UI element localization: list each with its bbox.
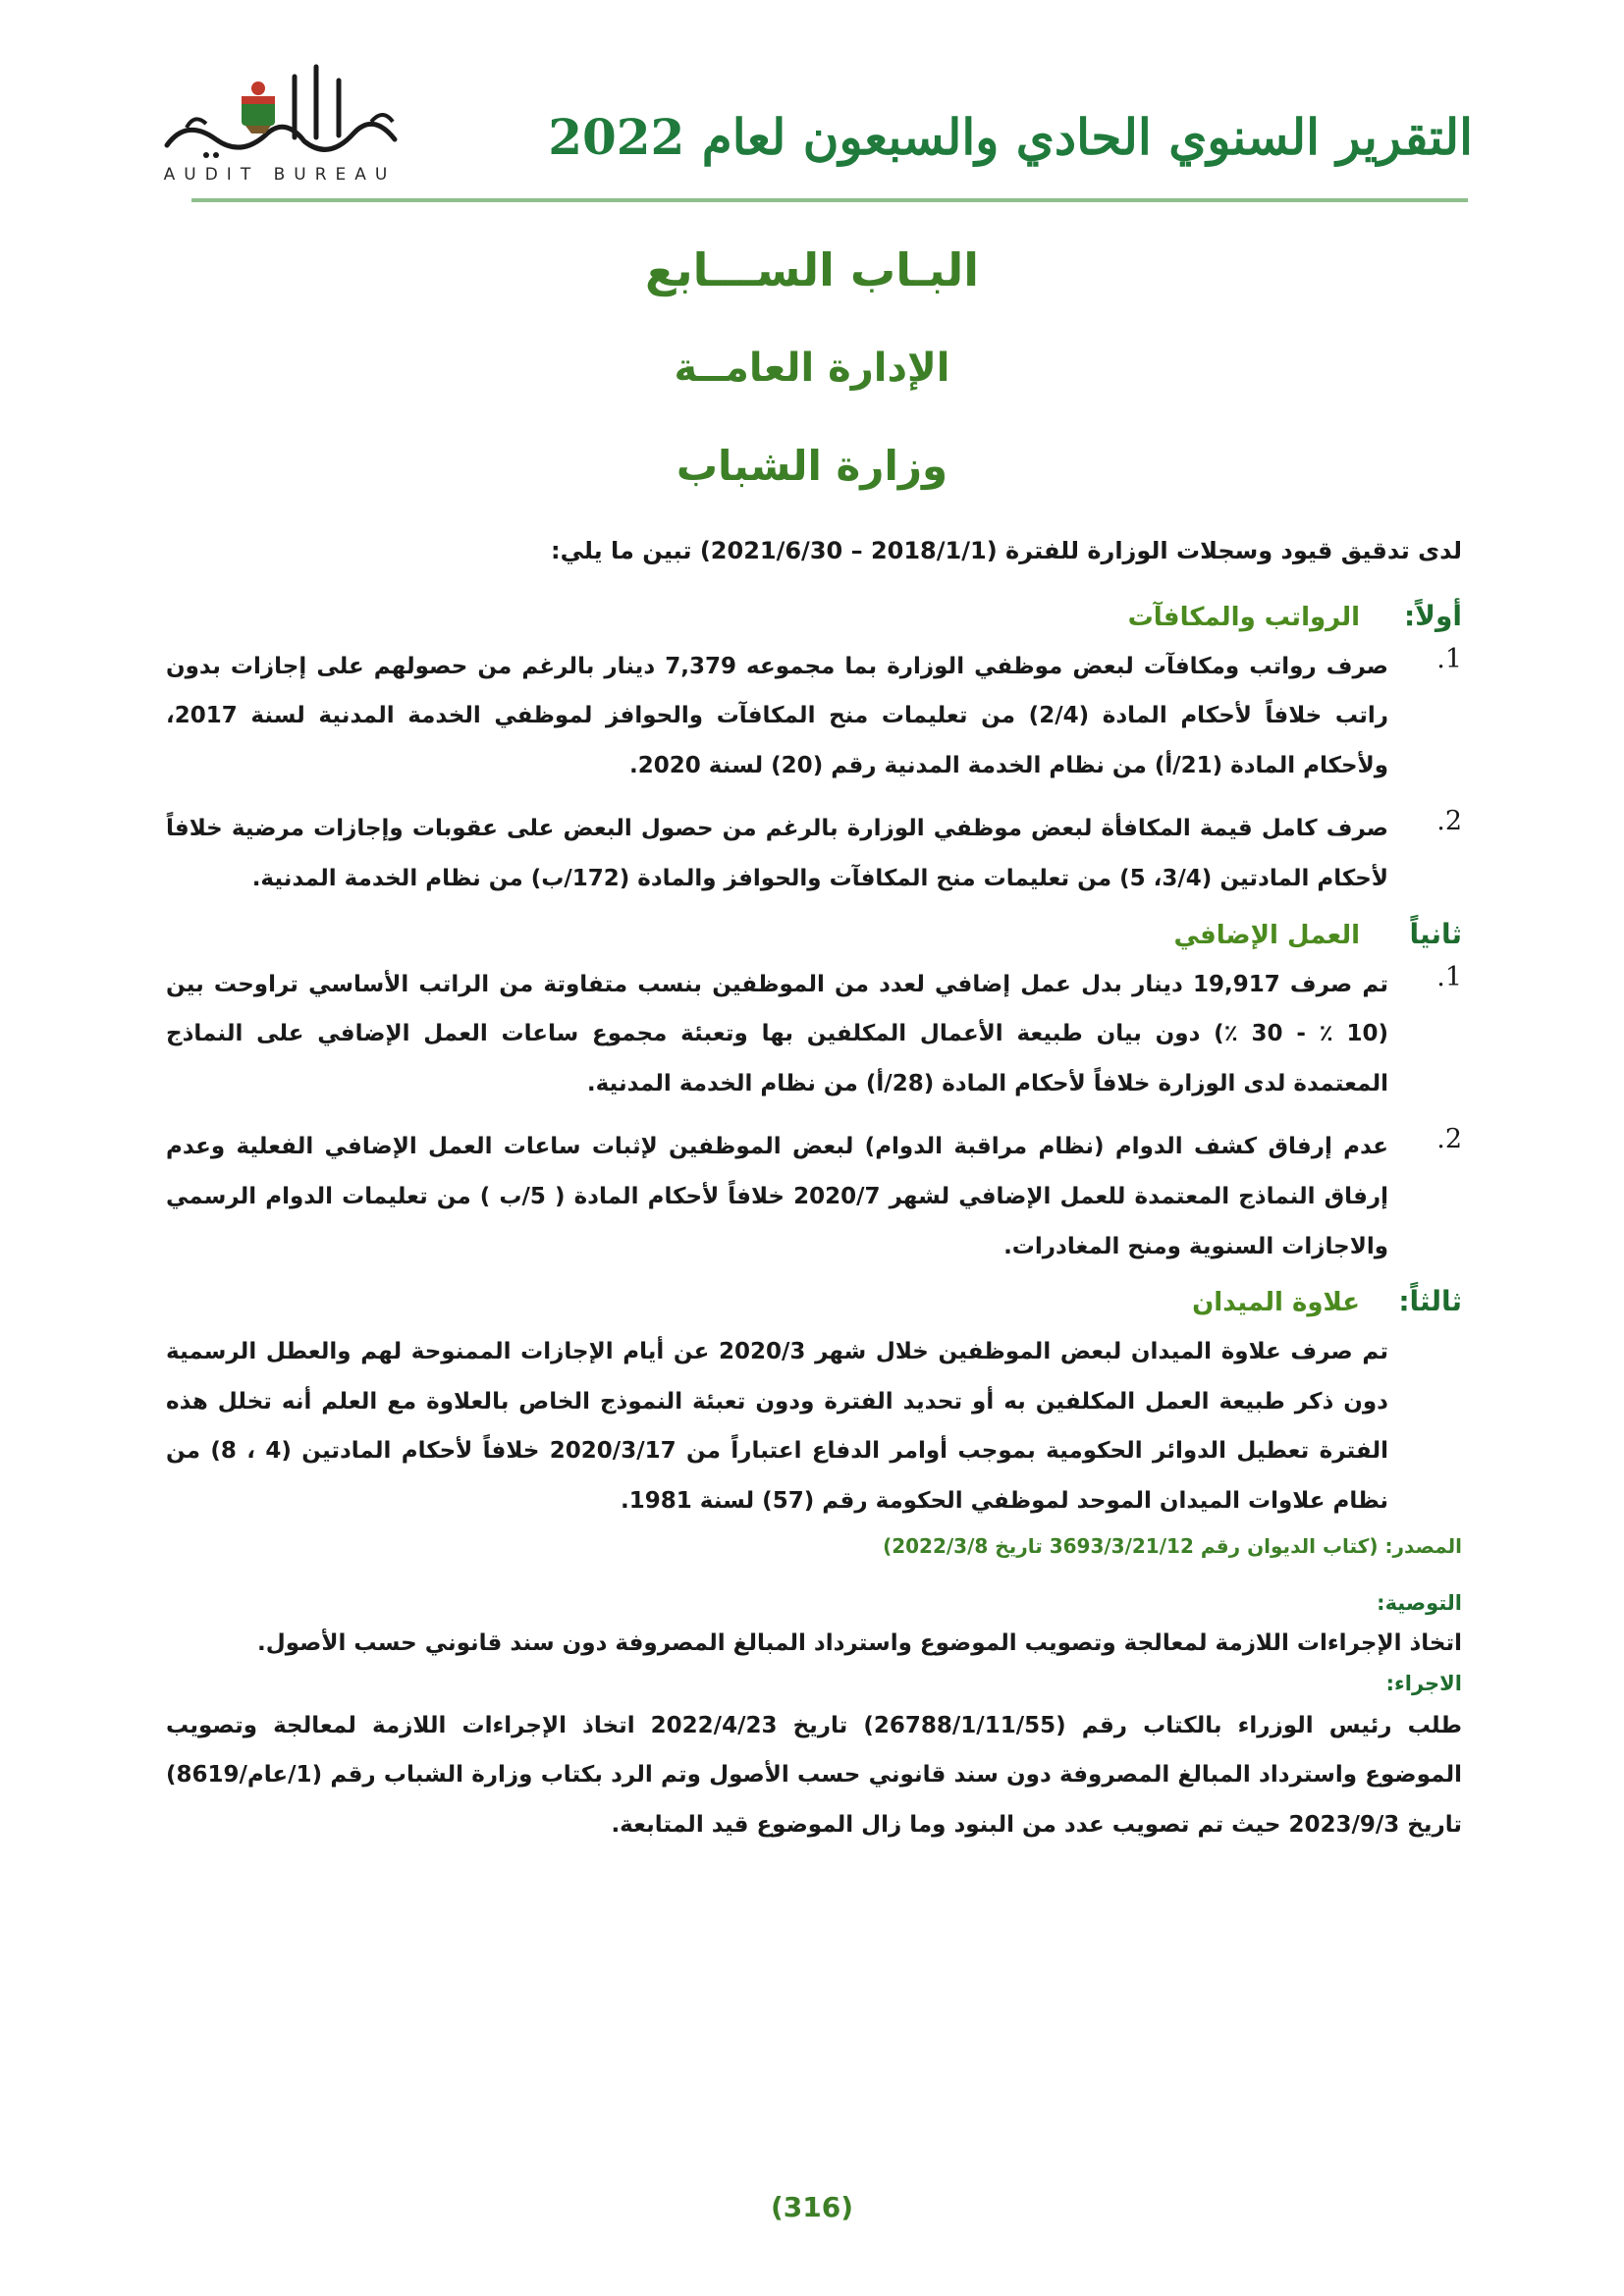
item-text: صرف رواتب ومكافآت لبعض موظفي الوزارة بما مجموعه 7,379 دينار بالرغم من حصولهم على إجازات بدون راتب خلافاً لأحكام المادة (2/4) من تعليمات منح المكافآت والحوافز لموظفي الخدمة المدنية لسنة 2017، ولأحكام المادة (21/أ) من نظام الخدمة المدنية رقم (20) لسنة 2020. — [166, 653, 1388, 778]
page-number: (316) — [770, 2191, 854, 2223]
procedure-label: الاجراء: — [1385, 1671, 1462, 1695]
list-item — [166, 960, 1462, 1109]
logo-emblem-icon — [147, 59, 412, 167]
item-number: 2. — [1436, 1124, 1462, 1155]
intro-paragraph: لدى تدقيق قيود وسجلات الوزارة للفترة (2018/1/1 – 2021/6/30) تبين ما يلي: — [551, 537, 1462, 564]
chapter-title: البـاب الســـابع — [644, 243, 980, 296]
item-number: 1. — [1436, 643, 1462, 674]
ministry-title: وزارة الشباب — [676, 442, 948, 490]
section-heading-overtime — [166, 918, 1462, 950]
section-label: علاوة الميدان — [1192, 1288, 1360, 1318]
list-item — [166, 642, 1462, 791]
recommendation-text: اتخاذ الإجراءات اللازمة لمعالجة وتصويب الموضوع واسترداد المبالغ المصروفة دون سند قانوني حسب الأصول. — [257, 1629, 1462, 1656]
section-number: أولاً: — [1403, 599, 1462, 632]
list-item — [166, 1122, 1462, 1271]
section-heading-field-allowance — [166, 1285, 1462, 1317]
field-allowance-paragraph: تم صرف علاوة الميدان لبعض الموظفين خلال شهر 2020/3 عن أيام الإجازات الممنوحة لهم والعطل الرسمية دون ذكر طبيعة العمل المكلفين به أو تحديد الفترة ودون تعبئة النموذج الخاص بالعلاوة مع العلم أنه تخلل هذه الفترة تعطيل الدوائر الحكومية بموجب أوامر الدفاع اعتباراً من 2020/3/17 خلافاً لأحكام المادتين (4 ، 8) من نظام علاوات الميدان الموحد لموظفي الحكومة رقم (57) لسنة 1981. — [166, 1339, 1388, 1514]
section-label: العمل الإضافي — [1173, 920, 1360, 950]
item-text: صرف كامل قيمة المكافأة لبعض موظفي الوزارة بالرغم من حصول البعض على عقوبات وإجازات مرضية خلافاً لأحكام المادتين (3/4، 5) من تعليمات منح المكافآت والحوافز والمادة (172/ب) من نظام الخدمة المدنية. — [166, 816, 1388, 891]
section-label: الرواتب والمكافآت — [1127, 602, 1360, 632]
recommendation-label: التوصية: — [1377, 1590, 1462, 1615]
section-number: ثالثاً: — [1398, 1285, 1462, 1318]
header-divider — [191, 198, 1468, 202]
item-number: 2. — [1436, 806, 1462, 837]
audit-bureau-logo — [147, 59, 412, 187]
item-text: عدم إرفاق كشف الدوام (نظام مراقبة الدوام) لبعض الموظفين لإثبات ساعات العمل الإضافي الفعلية وعدم إرفاق النماذج المعتمدة للعمل الإضافي لشهر 2020/7 خلافاً لأحكام المادة ( 5/ب ) من تعليمات الدوام الرسمي والاجازات السنوية ومنح المغادرات. — [166, 1134, 1388, 1259]
section-title: الإدارة العامــة — [674, 346, 950, 391]
report-body — [166, 535, 1462, 1849]
section-number: ثانياً — [1409, 917, 1462, 950]
list-item — [166, 804, 1462, 903]
procedure-text: طلب رئيس الوزراء بالكتاب رقم (26788/1/11/55) تاريخ 2022/4/23 اتخاذ الإجراءات اللازمة لمعالجة وتصويب الموضوع واسترداد المبالغ المصروفة دون سند قانوني حسب الأصول وتم الرد بكتاب وزارة الشباب رقم (1/عام/8619) تاريخ 2023/9/3 حيث تم تصويب عدد من البنود وما زال الموضوع قيد المتابعة. — [166, 1712, 1462, 1838]
logo-english-text: AUDIT BUREAU — [163, 165, 397, 185]
item-number: 1. — [1436, 961, 1462, 992]
section-heading-salaries — [166, 600, 1462, 632]
item-text: تم صرف 19,917 دينار بدل عمل إضافي لعدد من الموظفين بنسب متفاوتة من الراتب الأساسي تراوحت بين (10 ٪ - 30 ٪) دون بيان طبيعة الأعمال المكلفين بها وتعبئة مجموع ساعات العمل الإضافي على النماذج المعتمدة لدى الوزارة خلافاً لأحكام المادة (28/أ) من نظام الخدمة المدنية. — [166, 971, 1389, 1096]
page-header — [147, 59, 1473, 196]
report-title: التقرير السنوي الحادي والسبعون لعام 2022 — [548, 108, 1473, 166]
source-citation: المصدر: (كتاب الديوان رقم 3693/3/21/12 تاريخ 2022/3/8) — [883, 1533, 1462, 1558]
